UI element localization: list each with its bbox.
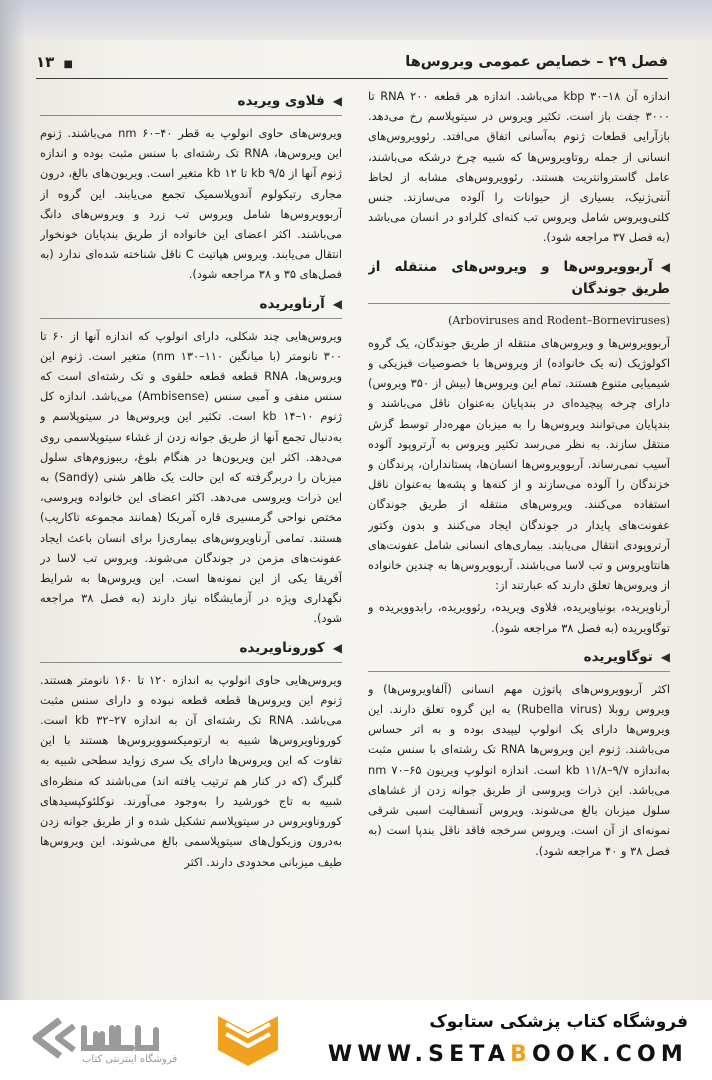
arboviruses-paragraph: آربوویروس‌ها و ویروس‌های منتقله از طریق جوندگان، یک گروه اکولوژیک (نه یک خانواده) از ویروس‌ها با خصوصیات فیزیکی و شیمیایی متنوع هستند. تمام این ویروس‌ها (بیش از ۳۵۰ ویروس) دارای چرخه پیچیده‌ای در بندپایان به‌عنوان ناقل می‌باشند و بندپایان می‌توانند ویروس‌ها را به میزبان مهره‌دار توسط گزش منتقل سازند. به نظر می‌رسد تکثیر ویروس به آرتروپود آلوده آسیب نمی‌رساند. آربوویروس‌ها انسان‌ها، پستانداران، پرندگان و خزندگان را آلوده می‌سازند و از کنه‌ها و پشه‌ها به‌عنوان ناقل استفاده می‌کنند. ویروس‌های منتقله از طریق جوندگان عفونت‌های پایدار در جوندگان ایجاد می‌کنند و بدون وکتور آرتروپودی انتقال می‌یابند. بیماری‌های انسانی شامل عفونت‌های هانتاویروس و تب لاسا می‌باشند. آربوویروس‌ها به چندین خانواده از ویروس‌ها تعلق دارند که عبارتند از: — [368, 335, 670, 593]
setabook-logo[interactable] — [22, 1010, 312, 1072]
togaviridae-paragraph: اکثر آربوویروس‌های پاتوژن مهم انسانی (آلفاویروس‌ها) و ویروس روبلا (Rubella virus) به این گروه تعلق دارند. این ویروس‌ها دارای یک انولوپ لیپیدی بوده و به اتر حساس می‌باشند. ژنوم این ویروس‌ها RNA تک رشته‌ای با سنس مثبت به‌اندازه kb ۱۱/۸–۹/۷ است. اندازه انولوپ ویریون nm ۷۰–۶۵ می‌باشد. این ذرات ویروسی از طریق جوانه زدن از غشاهای سلول میزبان بالغ می‌شوند. ویروس آنسفالیت اسبی شرقی نمونه‌ای از آن است. ویروس سرخجه فاقد ناقل بندپا است (به فصل ۳۸ و ۴۰ مراجعه شود). — [368, 681, 670, 858]
section-title-togaviridae — [368, 646, 670, 672]
page-top-shadow — [0, 0, 712, 40]
section-title-coronaviridae — [40, 637, 342, 663]
section-title-arenaviridae — [40, 293, 342, 319]
chapter-title: فصل ۲۹ – خصایص عمومی ویروس‌ها — [405, 54, 668, 70]
page-left-shadow — [0, 0, 26, 1000]
square-marker-icon: ■ — [63, 59, 73, 70]
site-url-prefix: WWW.SETA — [327, 1042, 511, 1067]
section-title-text: توگاویریده — [583, 648, 653, 665]
site-url-suffix: OOK.COM — [532, 1042, 688, 1067]
intro-paragraph: اندازه آن kbp ۳۰–۱۸ می‌باشد. اندازه هر قطعه RNA ۲۰۰ تا ۳۰۰۰ جفت باز است. تکثیر ویروس در سیتوپلاسم رخ می‌دهد. بازآرایی قطعات ژنوم به‌آسانی اتفاق می‌افتد. رئوویروس‌های انسانی از جمله روتاویروس‌ها که شبیه چرخ درشکه می‌باشند، عامل گاستروانتریت هستند. رئوویروس‌های مشابه از لحاظ آنتی‌ژنیک، بسیاری از حیوانات را آلوده می‌سازند. جنس کلتی‌ویروس شامل ویروس تب کنه‌ای کلرادو در انسان می‌باشد (به فصل ۳۷ مراجعه شود). — [368, 89, 670, 245]
triangle-marker-icon: ◀ — [332, 640, 342, 655]
watermark-footer — [0, 1000, 712, 1080]
page-number-value: ۱۳ — [36, 53, 55, 71]
page-header — [36, 52, 668, 79]
section-title-text: آرناویریده — [259, 295, 325, 312]
site-url-accent: B — [510, 1042, 533, 1067]
page-number — [36, 53, 73, 71]
section-title-text: آربوویروس‌ها و ویروس‌های منتقله از طریق جوندگان — [368, 258, 670, 297]
flaviviridae-paragraph: ویروس‌های حاوی انولوپ به قطر nm ۶۰–۴۰ می‌باشند. ژنوم این ویروس‌ها، RNA تک رشته‌ای با سنس مثبت بوده و اندازه ژنوم آنها از kb ۹/۵ تا ۱۲ kb متغیر است. ویریون‌های بالغ، درون مجاری رتیکولوم آندوپلاسمیک تجمع می‌یابند. این گروه از آربوویروس‌ها شامل ویروس تب زرد و ویروس‌های دانگ می‌باشند. اکثر اعضای این خانواده از طریق بندپایان خونخوار انتقال می‌یابند. ویروس هپاتیت C ناقل شناخته شده‌ای ندارد (به فصل‌های ۳۵ و ۳۸ مراجعه شود). — [40, 126, 342, 282]
right-column — [368, 86, 670, 991]
section-title-arboviruses — [368, 256, 670, 304]
triangle-marker-icon: ◀ — [332, 94, 342, 108]
shop-name: فروشگاه کتاب پزشکی ستابوک — [429, 1012, 688, 1032]
arenaviridae-paragraph: ویروس‌هایی چند شکلی، دارای انولوپ که اندازه آنها از ۶۰ تا ۳۰۰ نانومتر (با میانگین nm ۱۳۰–۱۱۰) متغیر است. ژنوم این ویروس‌ها، RNA قطعه قطعه حلقوی و تک رشته‌ای است که سنس منفی و آمبی سنس (Ambisense) می‌باشد. اندازه کل ژنوم kb ۱۴–۱۰ است. تکثیر این ویروس‌ها در سیتوپلاسم و به‌دنبال تجمع آنها از طریق جوانه زدن از غشاء سیتوپلاسمی روی می‌دهد. اکثر این ویریون‌ها در هنگام بلوغ، ریبوزوم‌های سلول میزبان را دربرگرفته که این حالت یک ظاهر شنی (Sandy) به این ذرات ویروسی می‌دهد. اکثر اعضای این خانواده ویروسی، مختص نواحی گرمسیری قاره آمریکا (همانند مجموعه تاکاریب) هستند. تمامی آرناویروس‌های بیماری‌زا برای انسان باعث ایجاد عفونت‌های مزمن در جوندگان می‌شوند. ویروس تب لاسا در آفریقا یکی از این نمونه‌ها است. این ویروس‌ها به شرایط نگهداری ویژه در آزمایشگاه نیاز دارند (به فصل ۳۸ مراجعه شود). — [40, 328, 342, 626]
coronaviridae-paragraph: ویروس‌هایی حاوی انولوپ به اندازه ۱۲۰ تا ۱۶۰ نانومتر هستند. ژنوم این ویروس‌ها قطعه قطعه نبوده و دارای سنس مثبت می‌باشد. RNA تک رشته‌ای آن به اندازه kb ۳۲–۲۷ است. کوروناویروس‌ها شبیه به ارتومیکسوویروس‌ها هستند با این تفاوت که این ویروس‌ها دارای یک سری زواید سطحی شبیه به گلبرگ (که در کنار هم ترتیب یافته اند) می‌باشند که منظره‌ای شبیه به تاج خورشید را به‌وجود می‌آورند. نوکلئوکپسیدهای کوروناویروس در سیتوپلاسم تشکیل شده و از طریق جوانه زدن به‌درون وزیکول‌های سیتوپلاسمی بالغ می‌شوند. این ویروس‌ها طیف میزبانی محدودی دارند. اکثر — [40, 672, 342, 869]
site-url[interactable] — [328, 1042, 688, 1067]
section-title-flaviviridae — [40, 90, 342, 116]
section-title-text: فلاوی ویریده — [237, 93, 325, 109]
left-column — [40, 86, 342, 991]
triangle-marker-icon: ◀ — [660, 649, 670, 664]
triangle-marker-icon: ◀ — [660, 259, 670, 274]
section-title-text: کوروناویریده — [239, 639, 325, 656]
section-subtitle-english: (Arboviruses and Rodent–Borneviruses) — [448, 313, 670, 327]
arboviruses-families: آرناویریده، بونیاویریده، فلاوی ویریده، رئوویریده، رابدوویریده و توگاویریده (به فصل ۳۸ مراجعه شود). — [368, 600, 670, 635]
triangle-marker-icon: ◀ — [332, 296, 342, 311]
logo-tagline: فروشگاه اینترنتی کتاب — [82, 1054, 178, 1065]
